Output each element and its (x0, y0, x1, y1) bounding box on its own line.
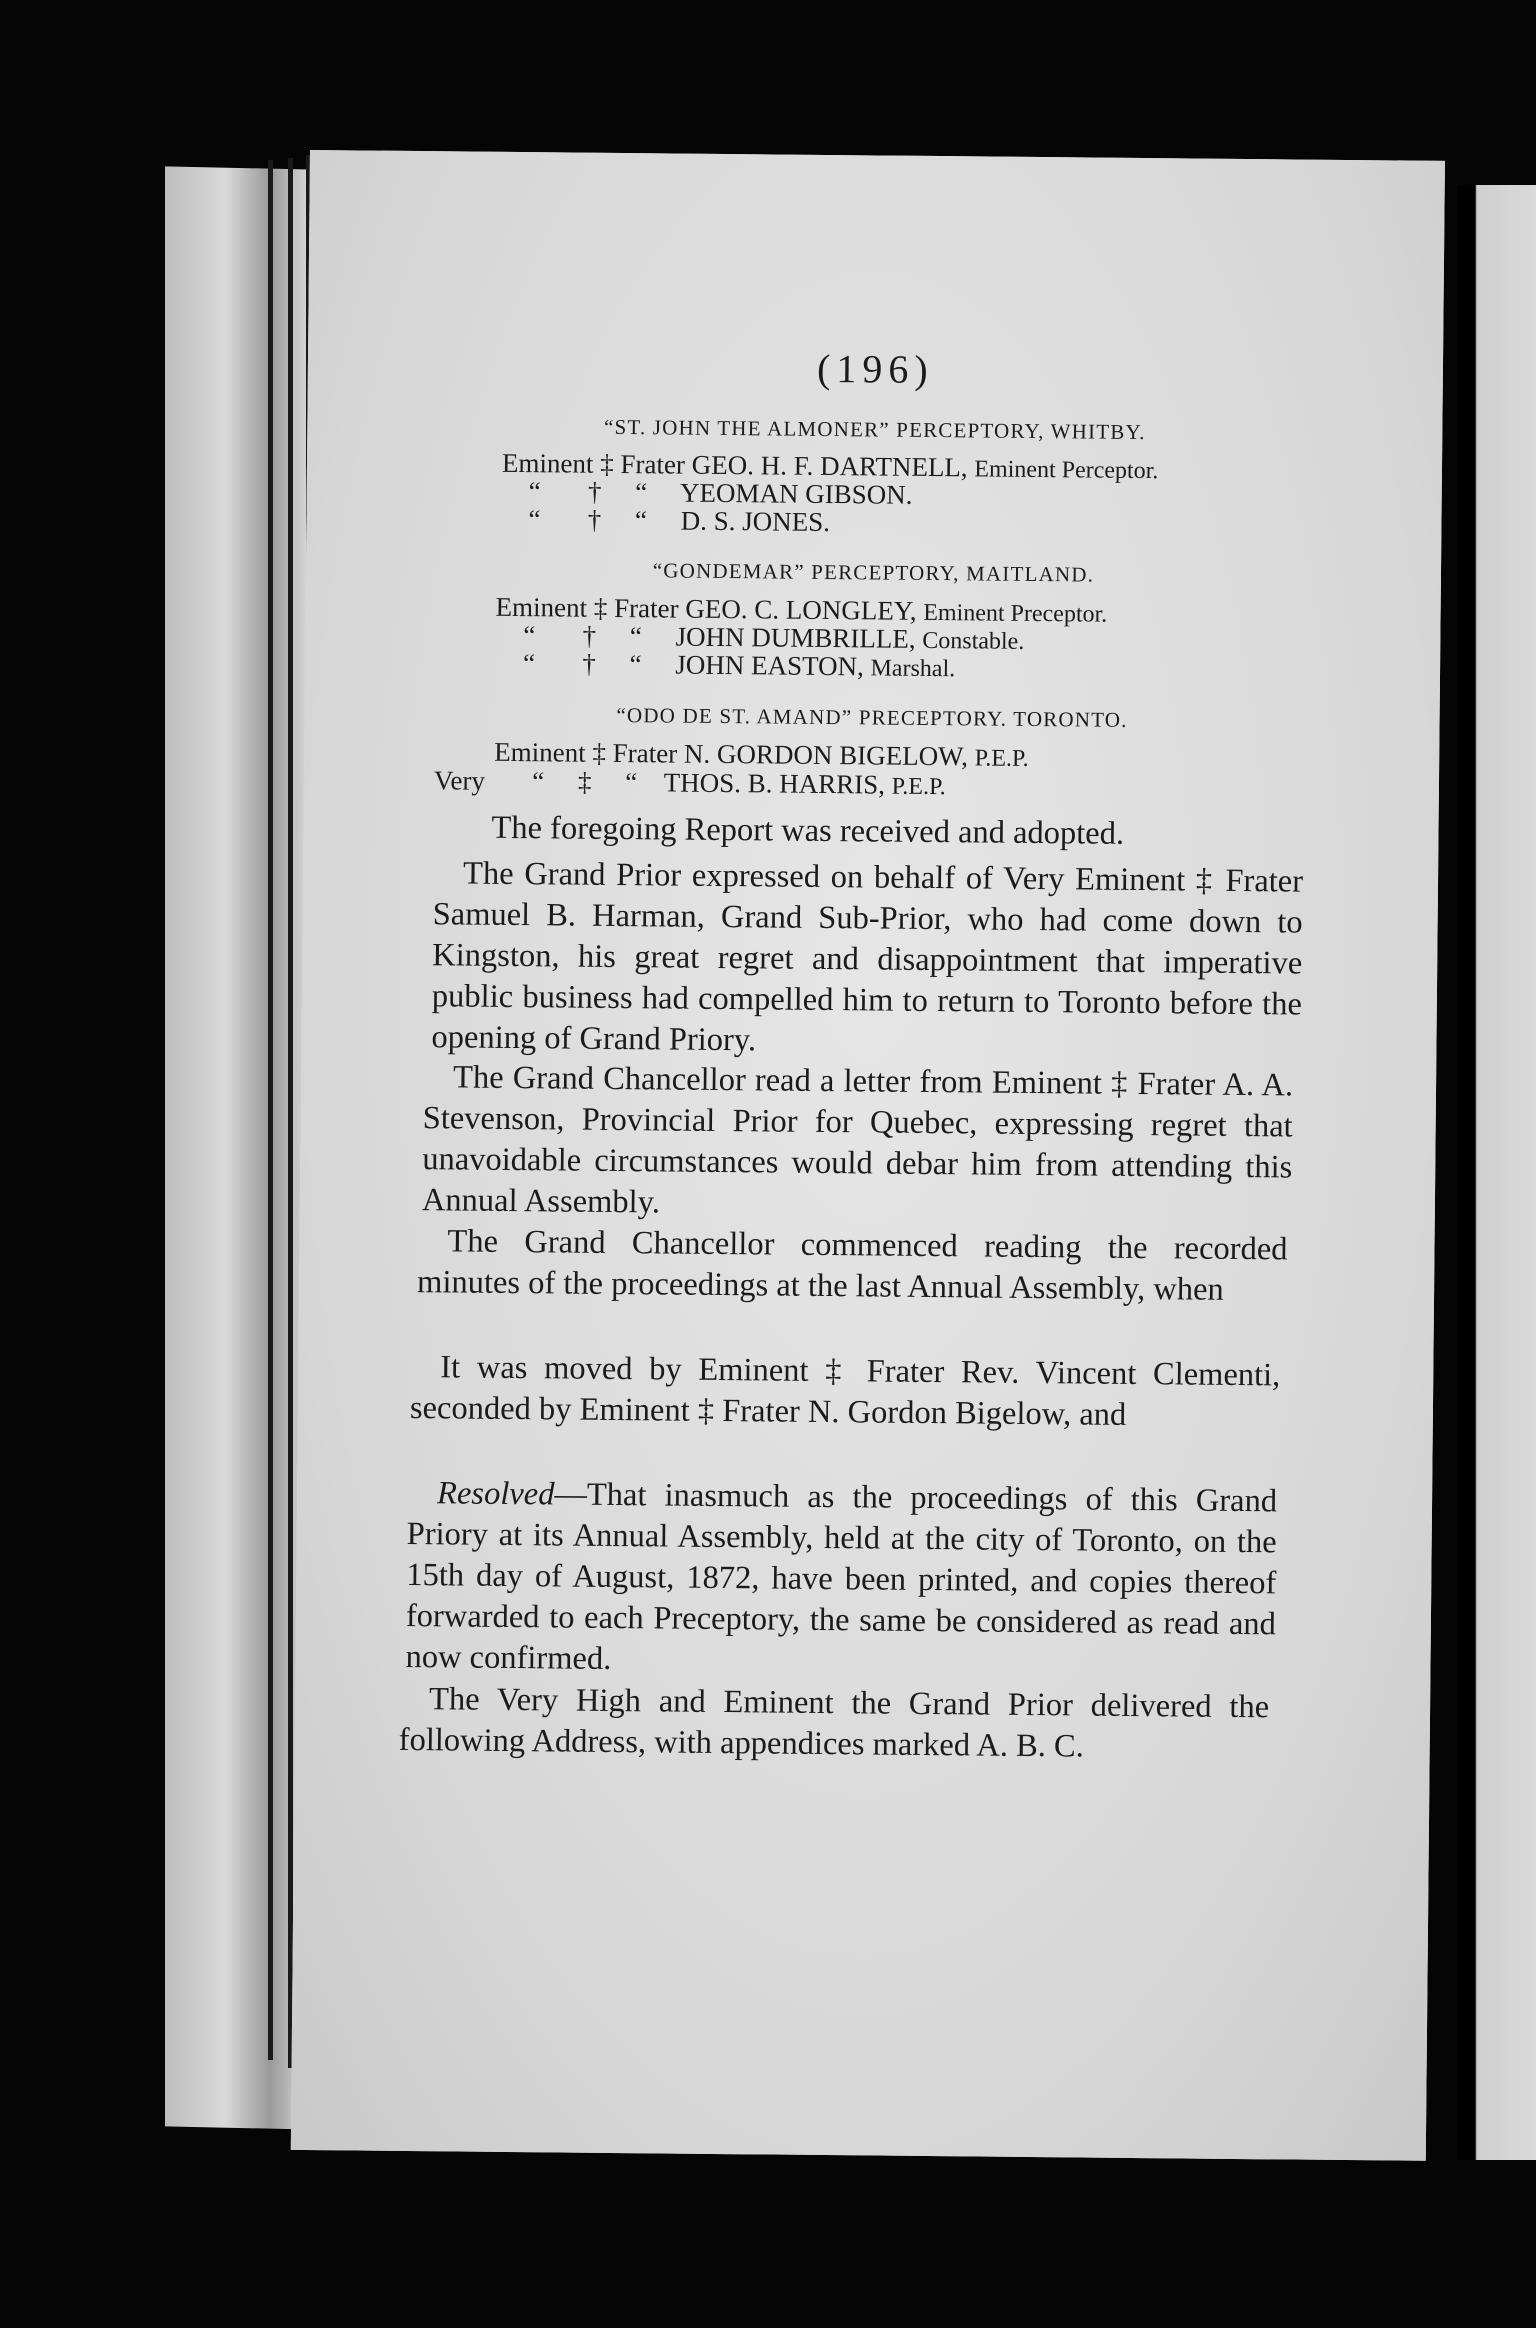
roster-prefix: Very (433, 765, 486, 796)
resolution-text: —That inasmuch as the proceedings of this Grand Priory at its Annual Assembly, held at the city of Toronto, on the 15th day of August, 1872, have been printed, and copies thereof forwarded to each Preceptory, the same be considered as read and now confirmed. (405, 1476, 1278, 1677)
roster-row (528, 504, 830, 538)
roster-rank: “ (528, 504, 541, 535)
roster-rank: “ (523, 620, 536, 651)
roster-office: Marshal. (870, 655, 956, 683)
roster-title: “ (625, 767, 638, 798)
roster-name: D. S. JONES. (680, 505, 831, 538)
paragraph-motion: It was moved by Eminent ‡ Frater Rev. Vincent Clementi, seconded by Eminent ‡ Frater N. Gordon Bigelow, and (409, 1349, 1281, 1433)
page-edge-line (288, 158, 293, 2068)
roster-office: P.E.P. (974, 745, 1029, 772)
book-page (291, 150, 1445, 2161)
page-edge-line (268, 160, 273, 2060)
roster-mark: † (587, 476, 602, 507)
roster-title: Frater (620, 448, 686, 480)
paragraph-resolution (405, 1473, 1277, 1686)
roster-rank: Eminent (495, 591, 588, 623)
roster-title: “ (629, 621, 642, 652)
section-heading-maitland: “GONDEMAR” PERCEPTORY, MAITLAND. (652, 558, 1095, 587)
roster-title: “ (635, 477, 648, 508)
paragraph-chancellor-letter: The Grand Chancellor read a letter from Eminent ‡ Frater A. A. Stevenson, Provincial Prior for Quebec, expressing regret that unavoidable circumstances would debar him from attending this Annual Assembly. (421, 1059, 1294, 1221)
roster-name: THOS. B. HARRIS, (663, 767, 886, 800)
facing-page-edge (1458, 185, 1536, 2160)
roster-rank: “ (528, 476, 541, 507)
paragraph-closing: The Very High and Eminent the Grand Prior delivered the following Address, with appendices marked A. B. C. (398, 1681, 1270, 1765)
roster-row (434, 765, 946, 801)
roster-mark: † (587, 504, 602, 535)
paragraph-minutes-reading: The Grand Chancellor commenced reading the recorded minutes of the proceedings at the last Annual Assembly, when (416, 1223, 1288, 1308)
roster-office: P.E.P. (891, 773, 946, 801)
roster-rank: Eminent (494, 736, 586, 768)
paragraph-report-adopted: The foregoing Report was received and adopted. (491, 809, 1125, 852)
roster-mark: † (582, 648, 596, 679)
roster-name: JOHN EASTON, (675, 649, 864, 682)
roster-mark: ‡ (600, 448, 614, 479)
paragraph-grand-prior-regret: The Grand Prior expressed on behalf of Very Eminent ‡ Frater Samuel B. Harman, Grand Sub-Prior, who had come down to Kingston, his great regret and disappointment that imperative public business had compelled him to return to Toronto before the opening of Grand Priory. (431, 855, 1304, 1059)
resolution-lead: Resolved (436, 1475, 555, 1513)
section-heading-toronto: “ODO DE ST. AMAND” PRECEPTORY. TORONTO. (616, 702, 1128, 732)
roster-name: YEOMAN GIBSON. (679, 477, 913, 510)
roster-name: GEO. C. LONGLEY, (685, 593, 917, 626)
roster-rank: “ (522, 648, 536, 679)
roster-title: Frater (613, 592, 679, 624)
roster-rank: Eminent (501, 447, 594, 479)
section-heading-whitby: “ST. JOHN THE ALMONER” PERCEPTORY, WHITBY. (603, 414, 1146, 445)
page-number: (196) (816, 345, 934, 392)
roster-mark: ‡ (577, 766, 592, 797)
roster-rank: “ (532, 766, 545, 797)
roster-mark: ‡ (593, 592, 608, 623)
roster-title: Frater (612, 737, 678, 769)
roster-name: JOHN DUMBRILLE, (675, 621, 916, 654)
roster-row (523, 648, 955, 683)
roster-title: “ (634, 505, 648, 536)
roster-mark: ‡ (592, 737, 607, 768)
roster-name: GEO. H. F. DARTNELL, (691, 449, 968, 483)
roster-office: Eminent Perceptor. (974, 456, 1159, 485)
roster-mark: † (582, 620, 597, 651)
roster-office: Constable. (922, 627, 1025, 655)
page-content (291, 150, 1445, 2161)
roster-office: Eminent Preceptor. (923, 599, 1108, 628)
roster-title: “ (629, 649, 642, 680)
roster-name: N. GORDON BIGELOW, (683, 738, 969, 772)
